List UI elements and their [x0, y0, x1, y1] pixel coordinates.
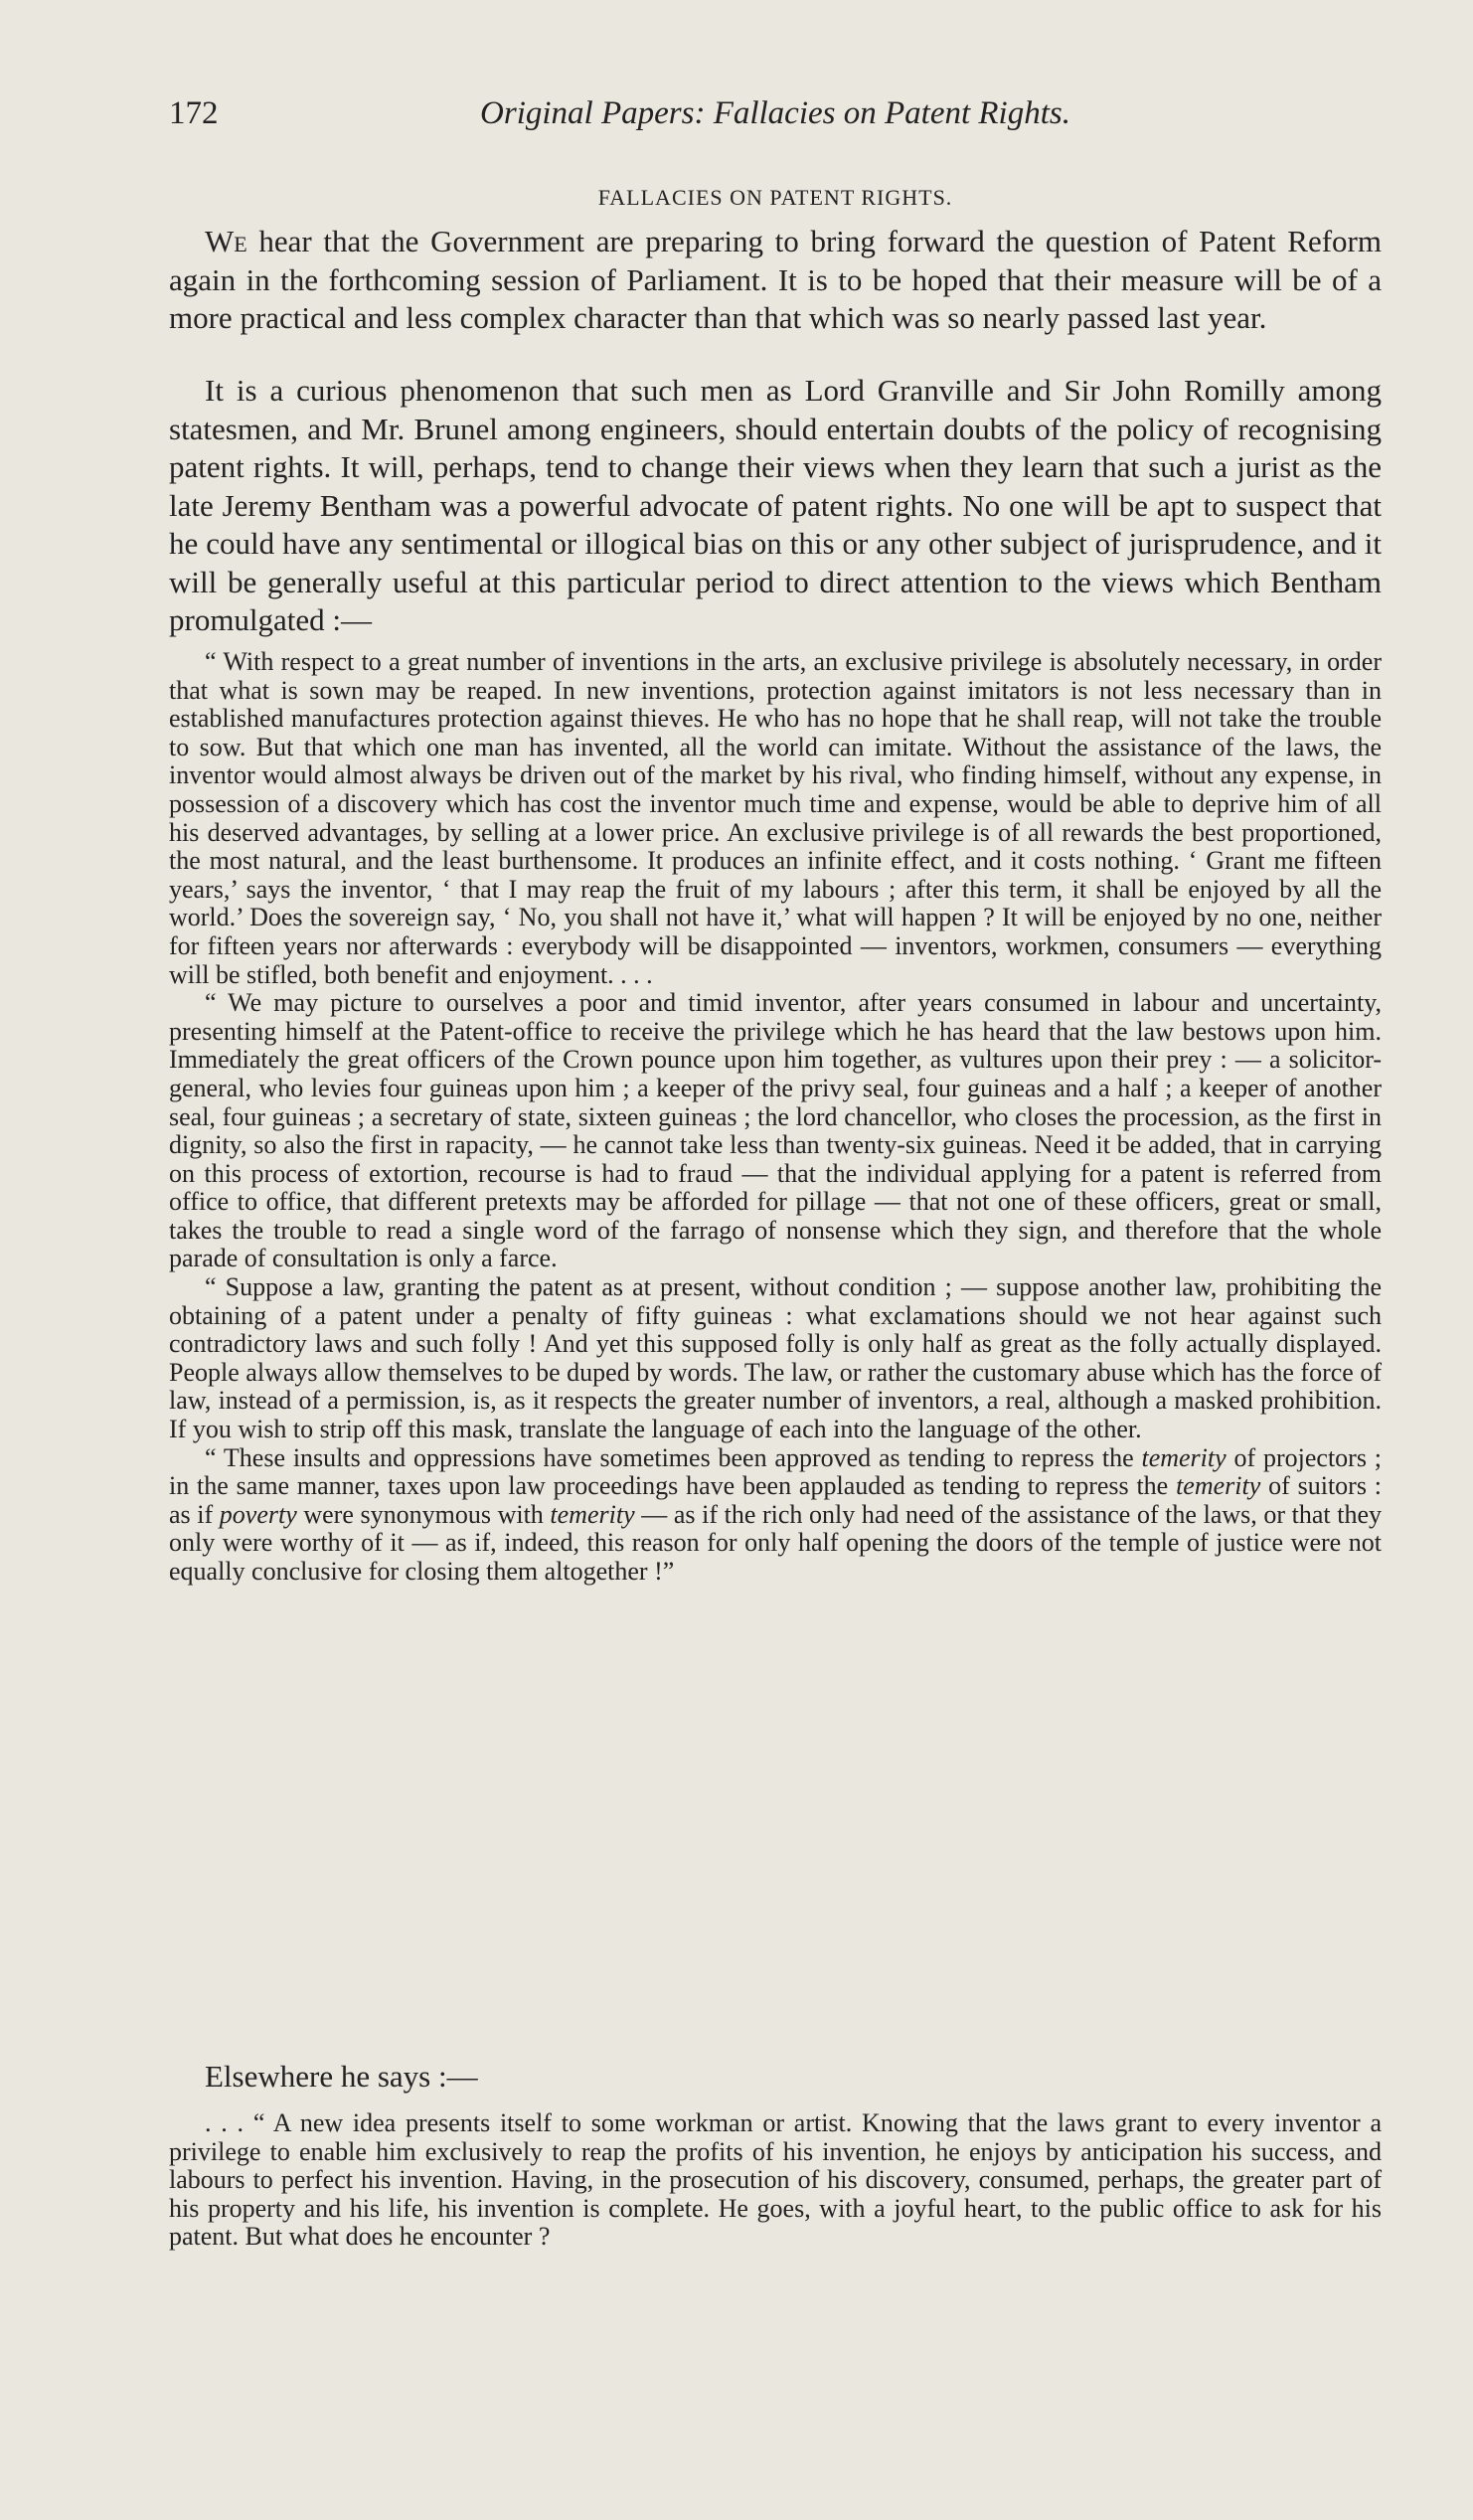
article-title: FALLACIES ON PATENT RIGHTS.	[597, 185, 953, 210]
intro-paragraph-2-text: It is a curious phenomenon that such men as Lord Granville and Sir John Romilly among statesmen, and Mr. Brunel among engineers, should entertain doubts of the policy of recognising patent rights. It will, perhaps, tend to change their views when they learn that such a jurist as the late Jeremy Bentham was a powerful advocate of patent rights. No one will be apt to suspect that he could have any sentimental or illogical bias on this or any other subject of jurisprudence, and it will be generally useful at this particular period to direct attention to the views which Bentham promulgated :—	[169, 373, 1382, 637]
intro-paragraph-2	[169, 372, 1382, 640]
emphasis: poverty	[219, 1499, 297, 1529]
quote-paragraph: “ With respect to a great number of inventions in the arts, an exclusive privilege is absolutely necessary, in order that what is sown may be reaped. In new inventions, protection against imitators is not less necessary than in established manufactures protection against thieves. He who has no hope that he shall reap, will not take the trouble to sow. But that which one man has invented, all the world can imitate. Without the assistance of the laws, the inventor would almost always be driven out of the market by his rival, who finding himself, without any expense, in possession of a discovery which has cost the inventor much time and expense, would be able to deprive him of all his deserved advantages, by selling at a lower price. An exclusive privilege is of all rewards the best proportioned, the most natural, and the least burthensome. It produces an infinite effect, and it costs nothing. ‘ Grant me fifteen years,’ says the inventor, ‘ that I may reap the fruit of my labours ; after this term, it shall be enjoyed by all the world.’ Does the sovereign say, ‘ No, you shall not have it,’ what will happen ? It will be enjoyed by no one, neither for fifteen years nor afterwards : everybody will be disappointed — inventors, workmen, consumers — everything will be stifled, both benefit and enjoyment. . . .	[169, 647, 1382, 989]
running-title: Original Papers: Fallacies on Patent Rights.	[480, 95, 1070, 131]
emphasis: temerity	[1141, 1442, 1227, 1472]
bentham-quote-1	[169, 648, 1382, 1587]
bentham-quote-2	[169, 2109, 1382, 2252]
emphasis: temerity	[1176, 1471, 1261, 1501]
elsewhere-line: Elsewhere he says :—	[205, 2059, 478, 2094]
emphasis: temerity	[550, 1499, 635, 1529]
page-number: 172	[169, 95, 219, 131]
drop-word: We	[205, 224, 247, 258]
quote-paragraph: “ These insults and oppressions have sometimes been approved as tending to repress the temerity of projectors ; in the same manner, taxes upon law proceedings have been applauded as tending to repress the temerity of suitors : as if poverty were synonymous with temerity — as if the rich only had need of the assistance of the laws, or that they only were worthy of it — as if, indeed, this reason for only half opening the doors of the temple of justice were not equally conclusive for closing them altogether !”	[169, 1442, 1383, 1586]
quote-paragraph: . . . “ A new idea presents itself to some workman or artist. Knowing that the laws grant to every inventor a privilege to enable him exclusively to reap the profits of his invention, he enjoys by anticipation his success, and labours to perfect his invention. Having, in the prosecution of his discovery, consumed, perhaps, the greater part of his property and his life, his invention is complete. He goes, with a joyful heart, to the public office to ask for his patent. But what does he encounter ?	[169, 2108, 1382, 2252]
running-head	[169, 95, 1382, 145]
quote-paragraph: “ We may picture to ourselves a poor and timid inventor, after years consumed in labour and uncertainty, presenting himself at the Patent-office to receive the privilege which he has heard that the law bestows upon him. Immediately the great officers of the Crown pounce upon him together, as vultures upon their prey : — a solicitor-general, who levies four guineas upon him ; a keeper of the privy seal, four guineas and a half ; a keeper of another seal, four guineas ; a secretary of state, sixteen guineas ; the lord chancellor, who closes the procession, as the first in dignity, so also the first in rapacity, — he cannot take less than twenty-six guineas. Need it be added, that in carrying on this process of extortion, recourse is had to fraud — that the individual applying for a patent is referred from office to office, that different pretexts may be afforded for pillage — that not one of these officers, great or small, takes the trouble to read a single word of the farrago of nonsense which they sign, and therefore that the whole parade of consultation is only a farce.	[169, 988, 1382, 1273]
intro-paragraph-1-text: hear that the Government are preparing to bring forward the question of Patent Reform again in the forthcoming session of Parliament. It is to be hoped that their measure will be of a more practical and less complex character than that which was so nearly passed last year.	[169, 224, 1382, 335]
intro-paragraph-1	[169, 223, 1382, 338]
quote-paragraph: “ Suppose a law, granting the patent as at present, without condition ; — suppose another law, prohibiting the obtaining of a patent under a penalty of fifty guineas : what exclamations should we not hear against such contradictory laws and such folly ! And yet this supposed folly is only half as great as the folly actually displayed. People always allow themselves to be duped by words. The law, or rather the customary abuse which has the force of law, instead of a permission, is, as it respects the greater number of inventors, a real, although a masked prohibition. If you wish to strip off this mask, translate the language of each into the language of the other.	[169, 1272, 1382, 1444]
